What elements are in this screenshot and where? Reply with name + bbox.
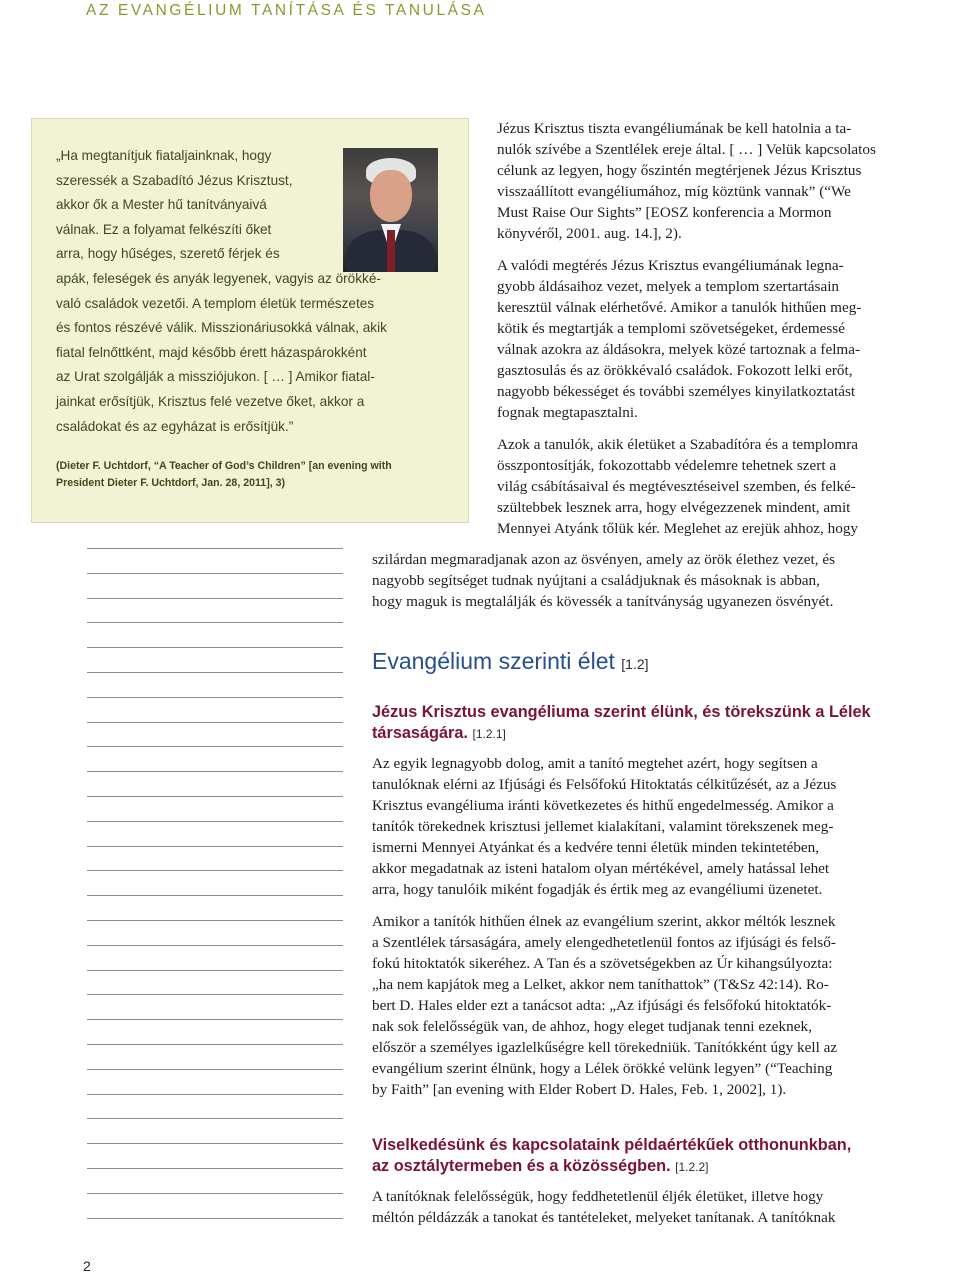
note-line bbox=[87, 1143, 343, 1144]
body-line: nagyobb segítséget tudnak nyújtani a családjuknak és másoknak is abban, bbox=[372, 572, 820, 589]
body-line: szültebbek lesznek arra, hogy elvégezzenek mindent, amit bbox=[497, 499, 851, 516]
quote-line: jainkat erősítjük, Krisztus felé vezetve őket, akkor a bbox=[56, 393, 365, 409]
body-line: fokú hitoktatók sikeréhez. A Tan és a szövetségekben az Úr kihangsúlyozta: bbox=[372, 955, 833, 972]
note-line bbox=[87, 771, 343, 772]
subheading-line: Jézus Krisztus evangéliuma szerint élünk, és törekszünk a Lélek bbox=[372, 703, 871, 721]
body-line: Azok a tanulók, akik életüket a Szabadítóra és a templomra bbox=[497, 436, 858, 453]
body-line: Must Raise Our Sights” [EOSZ konferencia a Mormon bbox=[497, 204, 832, 221]
subheading-code: [1.2.2] bbox=[675, 1160, 709, 1174]
body-line: nulók szívébe a Szentlélek ereje által. [ … ] Velük kapcsolatos bbox=[497, 141, 876, 158]
note-line bbox=[87, 622, 343, 623]
note-line bbox=[87, 895, 343, 896]
note-line bbox=[87, 870, 343, 871]
running-title: AZ EVANGÉLIUM TANÍTÁSA ÉS TANULÁSA bbox=[86, 2, 487, 19]
note-line bbox=[87, 796, 343, 797]
body-line: szilárdan megmaradjanak azon az ösvényen, amely az örök élethez vezet, és bbox=[372, 551, 835, 568]
note-lines bbox=[87, 548, 343, 1242]
subheading-code: [1.2.1] bbox=[472, 727, 506, 741]
note-line bbox=[87, 697, 343, 698]
note-line bbox=[87, 1218, 343, 1219]
subheading-line: Viselkedésünk és kapcsolataink példaértékűek otthonunkban, bbox=[372, 1136, 852, 1154]
body-line: A valódi megtérés Jézus Krisztus evangéliumának legna- bbox=[497, 257, 844, 274]
note-line bbox=[87, 970, 343, 971]
note-line bbox=[87, 573, 343, 574]
quote-line: apák, feleségek és anyák legyenek, vagyis az örökké- bbox=[56, 270, 381, 286]
body-line: visszaállított evangéliumához, míg köztünk vannak” (“We bbox=[497, 183, 851, 200]
note-line bbox=[87, 1168, 343, 1169]
body-line: gyobb áldásaihoz vezet, melyek a templom szertartásain bbox=[497, 278, 840, 295]
note-line bbox=[87, 1019, 343, 1020]
attribution-line: President Dieter F. Uchtdorf, Jan. 28, 2011], 3) bbox=[56, 476, 286, 489]
note-line bbox=[87, 994, 343, 995]
body-line: Mennyei Atyánk tőlük kér. Meglehet az erejük ahhoz, hogy bbox=[497, 520, 859, 537]
body-line: ismerni Mennyei Atyánkat és a kedvére tenni életük minden tekintetében, bbox=[372, 839, 820, 856]
body-line: könyvéről, 2001. aug. 14.], 2). bbox=[497, 225, 682, 242]
sub2-text bbox=[372, 1186, 835, 1228]
page-number: 2 bbox=[83, 1258, 91, 1274]
body-line: méltón példázzák a tanokat és tantételeket, melyeket tanítanak. A tanítóknak bbox=[372, 1209, 836, 1226]
body-line: nagyobb békességet és további személyes kinyilatkoztatást bbox=[497, 383, 856, 400]
body-line: arra, hogy tanulóik miként fogadják és értik meg az evangéliumi üzenetet. bbox=[372, 881, 823, 898]
note-line bbox=[87, 647, 343, 648]
note-line bbox=[87, 1094, 343, 1095]
subheading-1 bbox=[372, 702, 871, 745]
body-line: célunk az legyen, hogy őszintén megtérjenek Jézus Krisztus bbox=[497, 162, 862, 179]
body-line: „ha nem kapjátok meg a Lelket, akkor nem taníthattok” (T&Sz 42:14). Ro- bbox=[372, 976, 829, 993]
note-line bbox=[87, 821, 343, 822]
quote-line: fiatal felnőttként, majd később érett házaspárokként bbox=[56, 344, 367, 360]
right-column-text bbox=[497, 118, 876, 539]
body-line: akkor megadatnak az isteni hatalom olyan mértékével, amely hatással lehet bbox=[372, 860, 830, 877]
sidebar-quote bbox=[56, 144, 464, 439]
note-line bbox=[87, 548, 343, 549]
note-line bbox=[87, 746, 343, 747]
body-line: Amikor a tanítók hithűen élnek az evangélium szerint, akkor méltók lesznek bbox=[372, 913, 836, 930]
body-line: gasztosulás és az örökkévaló családok. Fokozott lelki erőt, bbox=[497, 362, 853, 379]
note-line bbox=[87, 672, 343, 673]
section-heading bbox=[372, 648, 649, 675]
note-line bbox=[87, 1044, 343, 1045]
note-line bbox=[87, 722, 343, 723]
body-line: válnak azokra az áldásokra, melyek közé tartoznak a felma- bbox=[497, 341, 861, 358]
body-line: fognak megtapasztalni. bbox=[497, 404, 638, 421]
body-line: tanulóknak elérni az Ifjúsági és Felsőfokú Hitoktatás célkitűzését, az a Jézus bbox=[372, 776, 837, 793]
body-line: nak sok felelősségük van, de ahhoz, hogy eleget tudjanak tenni ezeknek, bbox=[372, 1018, 812, 1035]
note-line bbox=[87, 920, 343, 921]
subheading-line: az osztálytermeben és a közösségben. bbox=[372, 1157, 671, 1175]
body-line: a Szentlélek társaságára, amely elengedhetetlenül fontos az ifjúsági és felső- bbox=[372, 934, 836, 951]
quote-line: szeressék a Szabadító Jézus Krisztust, bbox=[56, 172, 293, 188]
body-line: tanítók törekednek krisztusi jellemet kialakítani, valamint törekszenek meg- bbox=[372, 818, 834, 835]
body-line: összpontosítják, fokozottabb védelemre tehetnek szert a bbox=[497, 457, 837, 474]
body-line: by Faith” [an evening with Elder Robert D. Hales, Feb. 1, 2002], 1). bbox=[372, 1081, 787, 1098]
section-code: [1.2] bbox=[621, 656, 649, 672]
sub1-text bbox=[372, 753, 837, 1100]
note-line bbox=[87, 846, 343, 847]
quote-line: az Urat szolgálják a missziójukon. [ … ] Amikor fiatal- bbox=[56, 369, 375, 385]
body-line: evangélium szerint élnünk, hogy a Lélek örökké velünk legyen” (“Teaching bbox=[372, 1060, 833, 1077]
quote-line: való családok vezetői. A templom életük természetes bbox=[56, 295, 375, 311]
wide-text bbox=[372, 549, 835, 612]
body-line: Krisztus evangéliuma iránti következetes és hithű engedelmesség. Amikor a bbox=[372, 797, 834, 814]
body-line: A tanítóknak felelősségük, hogy feddhetetlenül éljék életüket, illetve hogy bbox=[372, 1188, 824, 1205]
quote-line: családokat és az egyházat is erősítjük.” bbox=[56, 418, 294, 434]
quote-line: és fontos részévé válik. Misszionáriusokká válnak, akik bbox=[56, 320, 387, 336]
body-line: hogy maguk is megtalálják és kövessék a tanítványság ugyanezen ösvényét. bbox=[372, 593, 834, 610]
attribution-line: (Dieter F. Uchtdorf, “A Teacher of God’s Children” [an evening with bbox=[56, 460, 392, 472]
quote-line: válnak. Ez a folyamat felkészíti őket bbox=[56, 221, 272, 237]
body-line: Jézus Krisztus tiszta evangéliumának be kell hatolnia a ta- bbox=[497, 120, 852, 137]
body-line: Az egyik legnagyobb dolog, amit a tanító megtehet azért, hogy segítsen a bbox=[372, 755, 818, 772]
quote-line: akkor ők a Mester hű tanítványaivá bbox=[56, 197, 267, 213]
body-line: világ csábításaival és megtévesztéseivel szemben, és felké- bbox=[497, 478, 856, 495]
body-line: bert D. Hales elder ezt a tanácsot adta: „Az ifjúsági és felsőfokú hitoktatók- bbox=[372, 997, 832, 1014]
subheading-line: társaságára. bbox=[372, 724, 468, 742]
section-title: Evangélium szerinti élet bbox=[372, 648, 615, 674]
note-line bbox=[87, 598, 343, 599]
body-line: először a személyes igazlelkűségre kell törekedniük. Tanítókként úgy kell az bbox=[372, 1039, 838, 1056]
body-line: kötik és megtartják a templomi szövetségeket, érdemessé bbox=[497, 320, 845, 337]
quote-line: „Ha megtanítjuk fiataljainknak, hogy bbox=[56, 148, 272, 163]
note-line bbox=[87, 1193, 343, 1194]
quote-attribution bbox=[56, 458, 456, 491]
note-line bbox=[87, 945, 343, 946]
subheading-2 bbox=[372, 1135, 851, 1178]
note-line bbox=[87, 1069, 343, 1070]
quote-line: arra, hogy hűséges, szerető férjek és bbox=[56, 246, 280, 262]
body-line: keresztül válnak elérhetővé. Amikor a tanulók hithűen meg- bbox=[497, 299, 862, 316]
note-line bbox=[87, 1118, 343, 1119]
